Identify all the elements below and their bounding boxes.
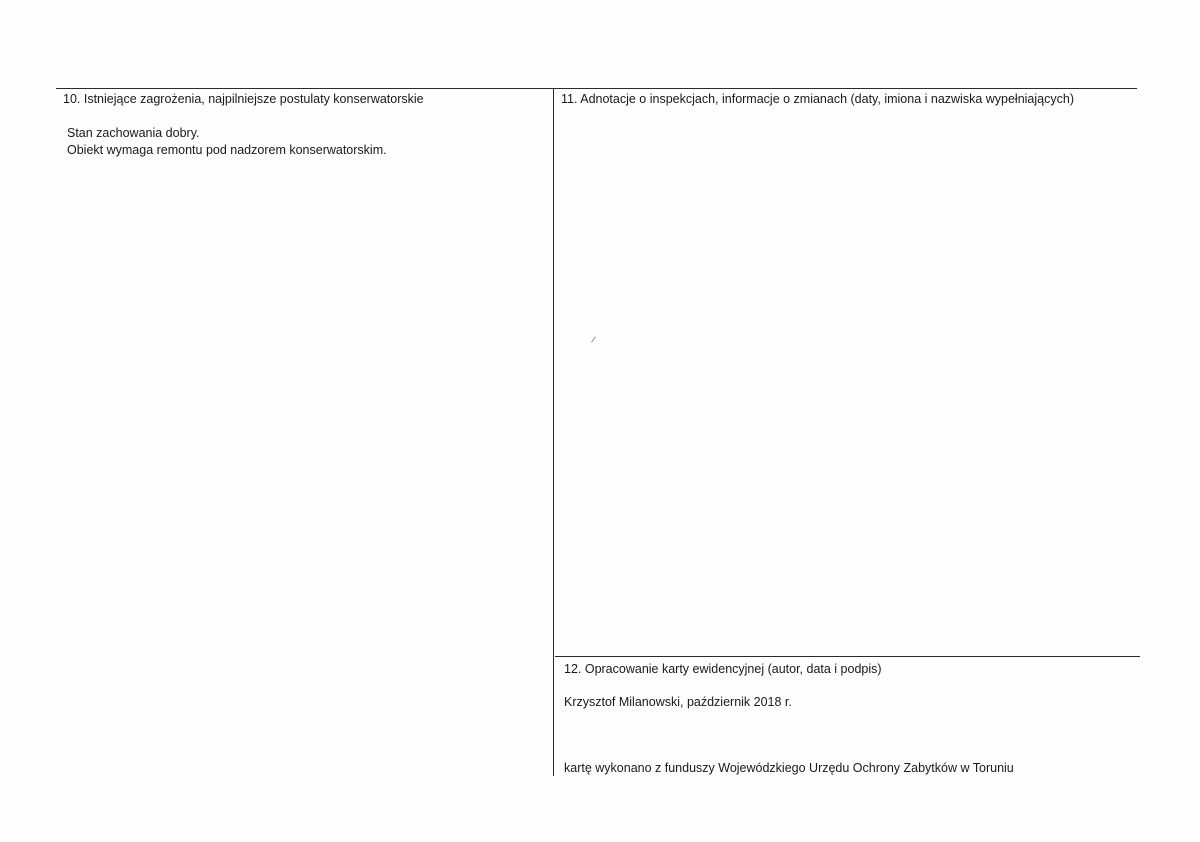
section11-heading: 11. Adnotacje o inspekcjach, informacje o zmianach (daty, imiona i nazwiska wypełniających) (561, 92, 1074, 106)
section10-postulate-text: Obiekt wymaga remontu pod nadzorem konserwatorskim. (67, 143, 387, 157)
section12-author-line: Krzysztof Milanowski, październik 2018 r. (564, 695, 792, 709)
section10-heading: 10. Istniejące zagrożenia, najpilniejsze postulaty konserwatorskie (63, 92, 424, 106)
section12-top-rule (555, 656, 1140, 657)
section10-condition-text: Stan zachowania dobry. (67, 126, 200, 140)
section12-funding-line: kartę wykonano z funduszy Wojewódzkiego Urzędu Ochrony Zabytków w Toruniu (564, 761, 1014, 775)
table-top-rule (56, 88, 1137, 89)
column-divider (553, 88, 554, 776)
section12-heading: 12. Opracowanie karty ewidencyjnej (autor, data i podpis) (564, 662, 882, 676)
